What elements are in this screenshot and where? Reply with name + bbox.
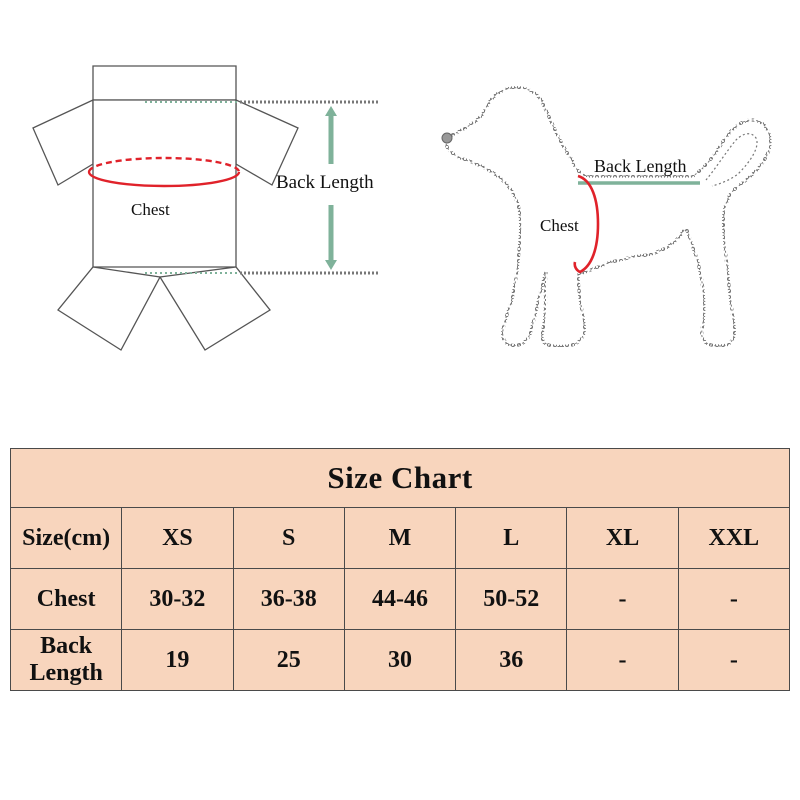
- table-cell: 19: [122, 630, 233, 691]
- header-cell: Size(cm): [11, 508, 122, 569]
- header-cell: M: [344, 508, 455, 569]
- header-cell: L: [456, 508, 567, 569]
- table-cell: Chest: [11, 569, 122, 630]
- table-cell: -: [678, 569, 789, 630]
- table-cell: Back Length: [11, 630, 122, 691]
- header-cell: XL: [567, 508, 678, 569]
- header-cell: XXL: [678, 508, 789, 569]
- dog-chest-label: Chest: [540, 216, 579, 235]
- size-chart-title: Size Chart: [11, 449, 790, 508]
- size-chart-table: [10, 448, 790, 691]
- dog-outline: [442, 88, 770, 347]
- shirt-left-sleeve: [33, 100, 93, 185]
- table-cell: -: [567, 630, 678, 691]
- table-cell: 25: [233, 630, 344, 691]
- shirt-left-leg: [58, 267, 160, 350]
- shirt-chest-label: Chest: [131, 200, 170, 219]
- table-cell: 44-46: [344, 569, 455, 630]
- table-cell: 36: [456, 630, 567, 691]
- table-row: [11, 630, 790, 691]
- table-cell: -: [567, 569, 678, 630]
- table-row: [11, 569, 790, 630]
- size-chart-title-row: [11, 449, 790, 508]
- table-cell: 30-32: [122, 569, 233, 630]
- shirt-right-leg: [160, 267, 270, 350]
- table-cell: 30: [344, 630, 455, 691]
- header-cell: S: [233, 508, 344, 569]
- dog-back-length-label: Back Length: [594, 156, 687, 176]
- dog-nose-icon: [442, 133, 452, 143]
- header-cell: XS: [122, 508, 233, 569]
- table-cell: 36-38: [233, 569, 344, 630]
- shirt-back-length-label: Back Length: [276, 172, 374, 193]
- size-chart-header-row: [11, 508, 790, 569]
- shirt-collar: [93, 66, 236, 100]
- table-cell: -: [678, 630, 789, 691]
- table-cell: 50-52: [456, 569, 567, 630]
